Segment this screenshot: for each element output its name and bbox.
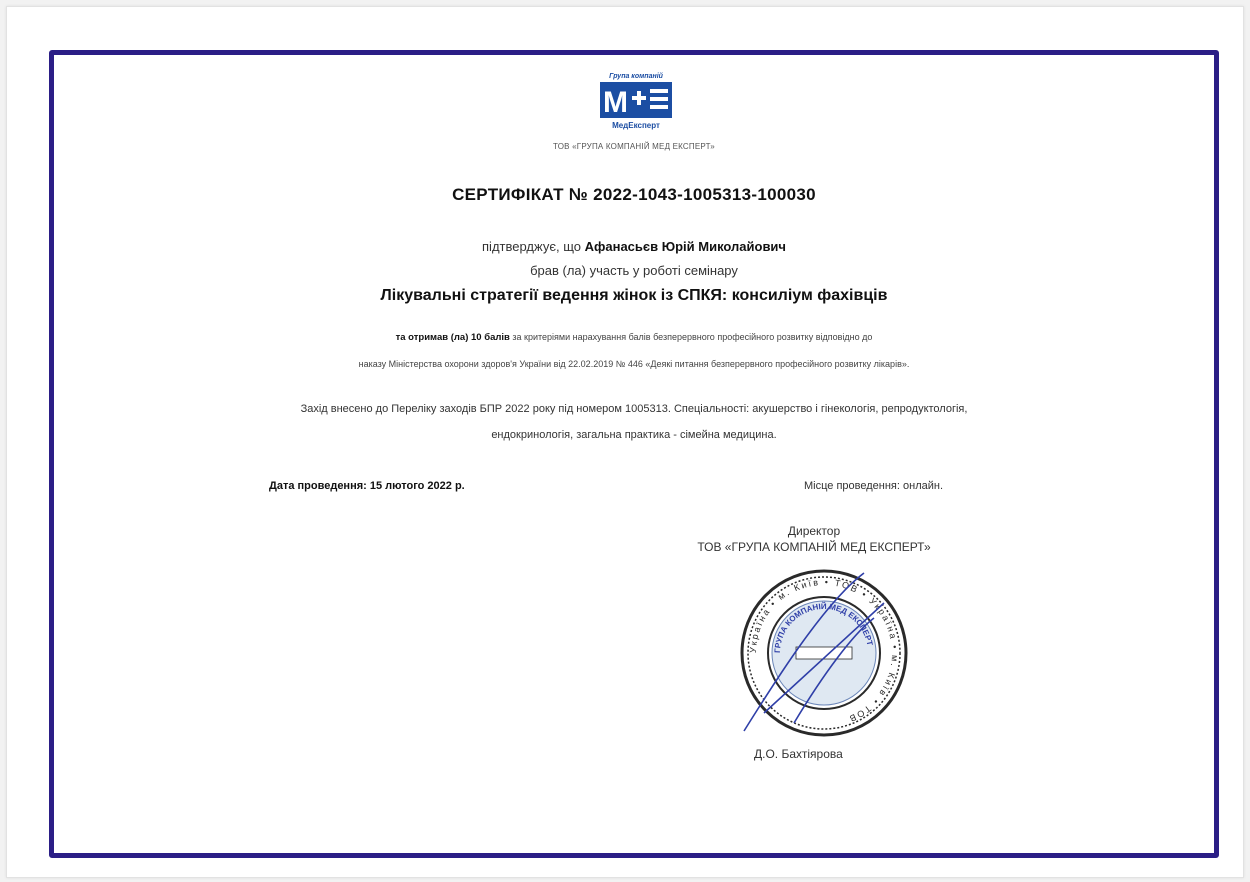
svg-text:M: M: [603, 86, 628, 118]
event-date: [269, 480, 465, 492]
confirm-prefix: підтверджує, що: [482, 239, 581, 254]
participant-name: Афанасьєв Юрій Миколайович: [584, 239, 786, 254]
points-bold: та отримав (ла) 10 балів: [395, 332, 510, 343]
med-expert-logo-icon: [600, 82, 672, 118]
certificate-frame: [49, 50, 1219, 858]
certificate-page: [6, 6, 1244, 878]
event-date-label: Дата проведення: 15 лютого 2022 р.: [269, 480, 465, 492]
director-company: ТОВ «ГРУПА КОМПАНІЙ МЕД ЕКСПЕРТ»: [697, 540, 931, 554]
logo-top-text: Група компаній: [609, 73, 663, 80]
points-line-1: [54, 332, 1214, 343]
director-title: Директор: [787, 524, 841, 538]
company-stamp: [734, 563, 914, 743]
event-line-1: Захід внесено до Переліку заходів БПР 2022 року під номером 1005313. Спеціальності: акушерство і гінекологія, репродуктологія,: [300, 403, 968, 415]
points-line-2: наказу Міністерства охорони здоров'я України від 22.02.2019 № 446 «Деякі питання безперервного професійного розвитку лікарів».: [358, 359, 910, 369]
svg-text:Україна • м. Київ • ТОВ • Укра: Україна • м. Київ • ТОВ • Україна • м. Київ • ТОВ: [747, 576, 901, 725]
logo-name: МедЕксперт: [612, 121, 660, 130]
event-line-2: ендокринологія, загальна практика - сімейна медицина.: [491, 429, 777, 441]
took-part-line: брав (ла) участь у роботі семінару: [530, 263, 738, 278]
certificate-title: СЕРТИФІКАТ № 2022-1043-1005313-100030: [452, 185, 816, 204]
director-block: [614, 523, 1014, 555]
event-place: Місце проведення: онлайн.: [804, 480, 944, 492]
confirm-line: [54, 239, 1214, 254]
signer-name: Д.О. Бахтіярова: [754, 747, 843, 761]
med-expert-logo: [596, 73, 676, 135]
points-rest: за критеріями нарахування балів безперервного професійного розвитку відповідно до: [512, 332, 873, 342]
seminar-title: Лікувальні стратегії ведення жінок із СПКЯ: консиліум фахівців: [380, 287, 888, 304]
svg-text:ГРУПА КОМПАНІЙ МЕД ЕКСПЕРТ: ГРУПА КОМПАНІЙ МЕД ЕКСПЕРТ: [772, 601, 875, 654]
company-line: ТОВ «ГРУПА КОМПАНІЙ МЕД ЕКСПЕРТ»: [553, 142, 715, 151]
